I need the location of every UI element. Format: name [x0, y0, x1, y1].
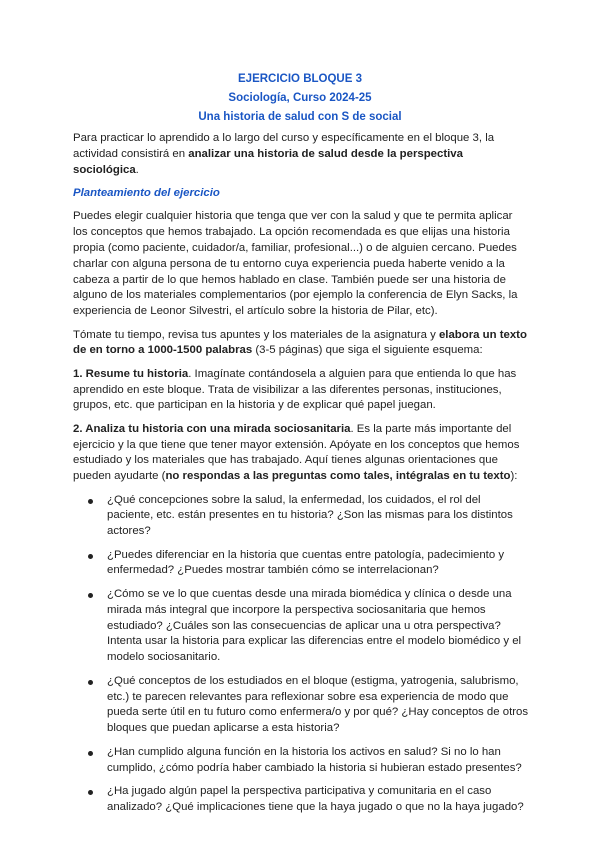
paragraph-2-text: Tómate tu tiempo, revisa tus apuntes y los materiales de la asignatura y	[73, 328, 439, 341]
intro-end: .	[135, 163, 139, 176]
step-2-heading: 2. Analiza tu historia con una mirada sociosanitaria	[73, 422, 351, 435]
document-header	[0, 70, 600, 127]
section-title: Planteamiento del ejercicio	[73, 186, 220, 199]
header-course: Sociología, Curso 2024-25	[228, 92, 372, 104]
list-item-text: ¿Cómo se ve lo que cuentas desde una mirada biomédica y clínica o desde una mirada más integral que incorpore la perspectiva sociosanitaria que hemos estudiado? ¿Cuáles son las consecuencias de aplicar una u otra perspectiva? Intenta usar la historia para explicar las diferencias entre el modelo biomédico y el modelo sociosanitario.	[107, 588, 522, 664]
bullet-icon	[88, 554, 93, 559]
bullet-icon	[88, 593, 93, 598]
list-item	[73, 587, 529, 666]
intro-bold: analizar una historia de salud desde la perspectiva sociológica	[73, 147, 463, 176]
header-title: EJERCICIO BLOQUE 3	[238, 73, 362, 85]
bullet-icon	[88, 499, 93, 504]
list-item	[73, 784, 529, 816]
list-item-text: ¿Ha jugado algún papel la perspectiva participativa y comunitaria en el caso analizado? ¿Qué implicaciones tiene que la haya jugado o que no la haya jugado?	[107, 785, 524, 814]
step-1-paragraph	[73, 367, 529, 414]
list-item-text: ¿Puedes diferenciar en la historia que cuentas entre patología, padecimiento y enfermedad? ¿Puedes mostrar también cómo se interrelacionan?	[107, 548, 505, 577]
bullet-icon	[88, 790, 93, 795]
step-2-text: . Es la parte más importante del ejercicio y la que tiene que tener mayor extensión. Apóyate en los conceptos que hemos estudiado y los materiales que has trabajado. Aquí tienes algunas orientaciones que pueden ayudarte (	[73, 422, 520, 483]
paragraph-2-bold: elabora un texto de en torno a 1000-1500 palabras	[73, 328, 527, 357]
step-1-text: . Imagínate contándosela a alguien para que entienda lo que has aprendido en este bloque. Trata de visibilizar a las diferentes personas, instituciones, grupos, etc. que participan en la historia y de explicar qué papel juegan.	[73, 367, 517, 412]
paragraph-2-end: (3-5 páginas) que siga el siguiente esquema:	[252, 344, 483, 357]
list-item	[73, 745, 529, 777]
list-item	[73, 674, 529, 737]
list-item	[73, 493, 529, 540]
list-item	[73, 548, 529, 580]
paragraph-2	[73, 328, 529, 360]
step-2-end: ):	[510, 470, 518, 483]
step-2-bold-note: no respondas a las preguntas como tales, intégralas en tu texto	[165, 470, 511, 483]
intro-paragraph	[73, 131, 529, 178]
intro-text: Para practicar lo aprendido a lo largo del curso y específicamente en el bloque 3, la actividad consistirá en	[73, 132, 495, 160]
bullet-icon	[88, 751, 93, 756]
paragraph-1: Puedes elegir cualquier historia que tenga que ver con la salud y que te permita aplicar los conceptos que hemos trabajado. La opción recomendada es que elijas una historia propia (como paciente, cuidador/a, familiar, profesional...) o de alguien cercano. Puedes charlar con alguna persona de tu entorno cuya experiencia pueda haberte venido a la cabeza a partir de lo que hemos hablado en clase. También puede ser una historia de alguno de los materiales complementarios (por ejemplo la conferencia de Elyn Sacks, la experiencia de Leonor Silvestri, el artículo sobre la historia de Pilar, etc).	[73, 210, 518, 318]
document-body	[73, 131, 529, 824]
list-item-text: ¿Qué concepciones sobre la salud, la enfermedad, los cuidados, el rol del paciente, etc. están presentes en tu historia? ¿Son las mismas para los distintos actores?	[107, 493, 513, 538]
questions-list	[73, 493, 529, 816]
header-subtitle: Una historia de salud con S de social	[198, 111, 402, 123]
bullet-icon	[88, 680, 93, 685]
list-item-text: ¿Qué conceptos de los estudiados en el bloque (estigma, yatrogenia, salubrismo, etc.) te parecen relevantes para reflexionar sobre esa experiencia de modo que pueda serte útil en tu futuro como enfermera/o y por qué? ¿Hay conceptos de otros bloques que puedan aplicarse a esta historia?	[107, 674, 529, 735]
step-2-paragraph	[73, 422, 529, 485]
step-1-heading: 1. Resume tu historia	[73, 367, 189, 380]
list-item-text: ¿Han cumplido alguna función en la historia los activos en salud? Si no lo han cumplido, ¿cómo podría haber cambiado la historia si hubieran estado presentes?	[107, 745, 522, 774]
